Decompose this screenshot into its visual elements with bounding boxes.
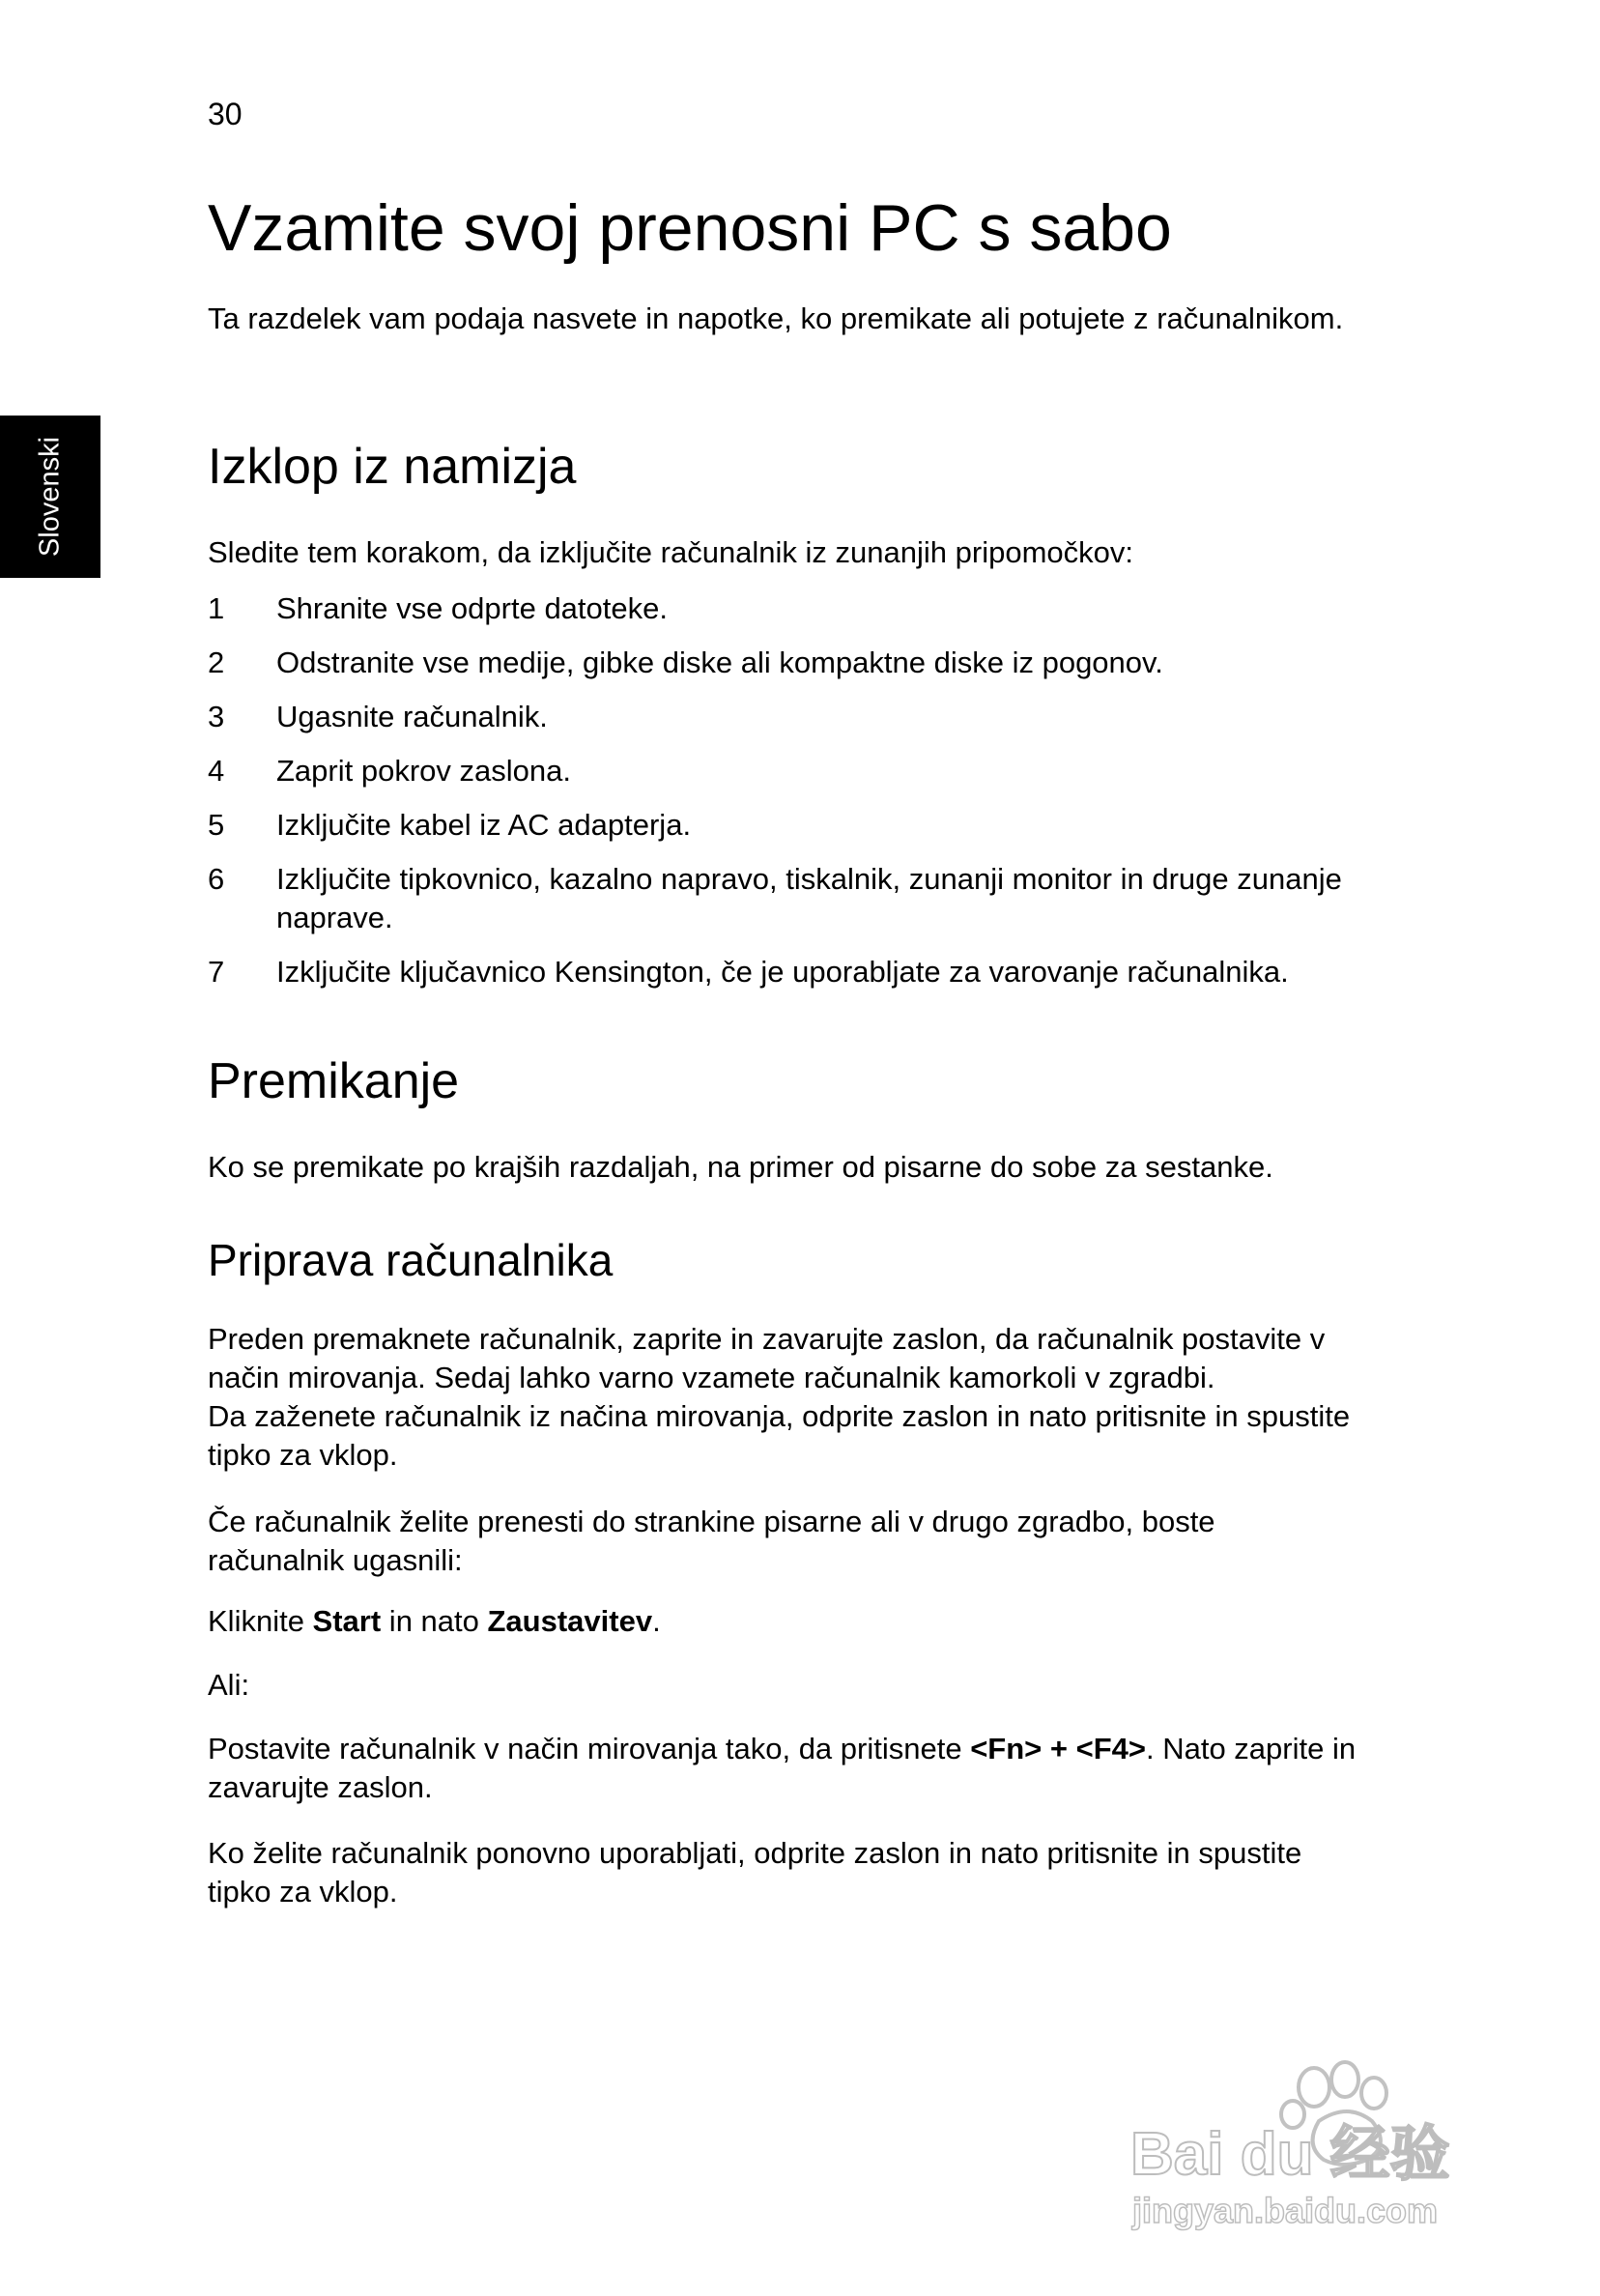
- page-title: Vzamite svoj prenosni PC s sabo: [208, 191, 1172, 265]
- text: .: [652, 1604, 661, 1638]
- watermark-brand: Bai du 经验: [1130, 2121, 1450, 2188]
- step-text: Odstranite vse medije, gibke diske ali kompaktne diske iz pogonov.: [276, 646, 1163, 679]
- heading-prepare: Priprava računalnika: [208, 1235, 614, 1285]
- prepare-paragraph-6: Ko želite računalnik ponovno uporabljati, odprite zaslon in nato pritisnite in spustite tipko za vklop.: [208, 1836, 1302, 1909]
- watermark-url: jingyan.baidu.com: [1132, 2191, 1439, 2230]
- prepare-paragraph-2: Če računalnik želite prenesti do strankine pisarne ali v drugo zgradbo, boste računalnik ugasnili:: [208, 1505, 1215, 1577]
- step-number: 4: [208, 754, 225, 788]
- prepare-paragraph-3: [208, 1602, 1357, 1641]
- page-number: 30: [208, 97, 243, 131]
- step-text: Ugasnite računalnik.: [276, 700, 548, 733]
- step-number: 1: [208, 591, 225, 625]
- prepare-paragraph-1: [208, 1320, 1357, 1475]
- step-number: 5: [208, 808, 225, 842]
- prepare-paragraph-5: [208, 1730, 1357, 1807]
- step-number: 6: [208, 862, 225, 896]
- shutdown-label: Zaustavitev: [487, 1604, 653, 1638]
- key-combination: <Fn> + <F4>: [970, 1732, 1146, 1765]
- list-item: [208, 860, 1367, 937]
- heading-moving: Premikanje: [208, 1053, 460, 1109]
- prepare-paragraph-1-line-2: Da zaženete računalnik iz načina mirovanja, odprite zaslon in nato pritisnite in spustite tipko za vklop.: [208, 1399, 1351, 1472]
- disconnect-lead: Sledite tem korakom, da izključite računalnik iz zunanjih pripomočkov:: [208, 535, 1133, 569]
- text: . Nato zaprite in zavarujte zaslon.: [208, 1732, 1357, 1804]
- step-text: Izključite tipkovnico, kazalno napravo, tiskalnik, zunanji monitor in druge zunanje naprave.: [276, 862, 1342, 934]
- list-item: [208, 806, 1367, 845]
- side-tab-label: Slovenski: [34, 436, 66, 558]
- start-label: Start: [312, 1604, 382, 1638]
- list-item: [208, 589, 1367, 628]
- prepare-paragraph-1-line-1: Preden premaknete računalnik, zaprite in zavarujte zaslon, da računalnik postavite v način mirovanja. Sedaj lahko varno vzamete računalnik kamorkoli v zgradbi.: [208, 1322, 1326, 1394]
- step-number: 3: [208, 700, 225, 733]
- language-side-tab: [0, 416, 100, 578]
- intro-paragraph: Ta razdelek vam podaja nasvete in napotke, ko premikate ali potujete z računalnikom.: [208, 301, 1344, 335]
- step-text: Izključite ključavnico Kensington, če je uporabljate za varovanje računalnika.: [276, 955, 1289, 989]
- step-text: Zaprit pokrov zaslona.: [276, 754, 571, 788]
- baidu-watermark: [1121, 2039, 1507, 2232]
- text: in nato: [381, 1604, 488, 1638]
- moving-lead: Ko se premikate po krajših razdaljah, na primer od pisarne do sobe za sestanke.: [208, 1150, 1273, 1184]
- paw-logo-icon: [1121, 2039, 1507, 2232]
- disconnect-steps: [208, 589, 1367, 1007]
- step-text: Shranite vse odprte datoteke.: [276, 591, 668, 625]
- list-item: [208, 752, 1367, 790]
- list-item: [208, 698, 1367, 736]
- step-number: 7: [208, 955, 225, 989]
- text: Kliknite: [208, 1604, 313, 1638]
- step-text: Izključite kabel iz AC adapterja.: [276, 808, 692, 842]
- heading-disconnect: Izklop iz namizja: [208, 439, 577, 495]
- prepare-paragraph-4: Ali:: [208, 1668, 250, 1702]
- step-number: 2: [208, 646, 225, 679]
- text: Postavite računalnik v način mirovanja tako, da pritisnete: [208, 1732, 971, 1765]
- list-item: [208, 953, 1367, 991]
- list-item: [208, 644, 1367, 682]
